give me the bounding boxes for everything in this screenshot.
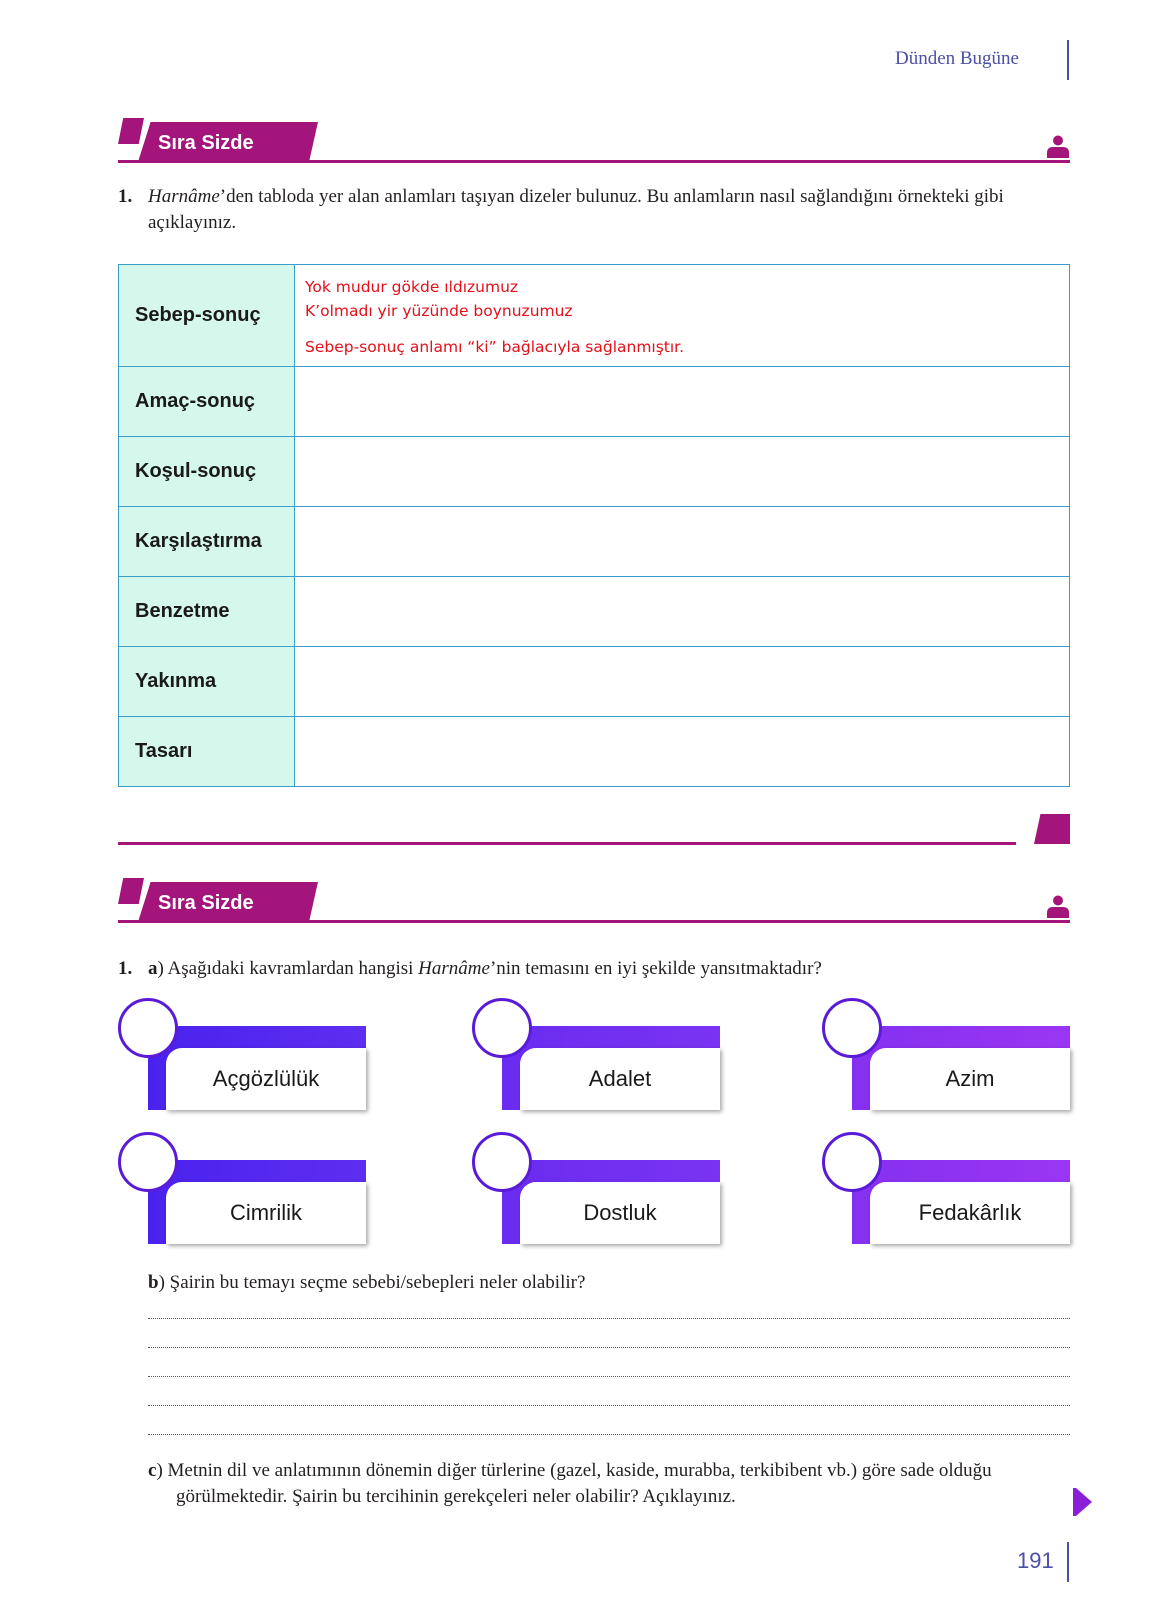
answer-cell[interactable] (295, 717, 1070, 787)
question-text-cont: ’nin temasını en iyi şekilde yansıtmaktadır? (489, 958, 822, 979)
answer-line[interactable] (148, 1434, 1070, 1435)
answer-cell[interactable] (295, 437, 1070, 507)
option-card-fedakarlik[interactable] (822, 1132, 1070, 1244)
meanings-table (118, 264, 1070, 787)
option-label: Açgözlülük (166, 1048, 366, 1110)
option-label: Cimrilik (166, 1182, 366, 1244)
option-card-acgozluluk[interactable] (118, 998, 366, 1110)
running-header: Dünden Bugüne (894, 48, 1019, 69)
answer-cell[interactable] (295, 647, 1070, 717)
band-tab-accent (118, 878, 144, 904)
option-circle[interactable] (118, 998, 178, 1058)
question-letter: c (148, 1460, 157, 1481)
option-card-dostluk[interactable] (472, 1132, 720, 1244)
answer-verse-1: Yok mudur gökde ıldızumuz (305, 278, 519, 296)
question-number: 1. (118, 958, 133, 979)
footer-rule (1067, 1542, 1069, 1582)
answer-line[interactable] (148, 1405, 1070, 1406)
table-row (119, 647, 1070, 717)
row-label: Karşılaştırma (119, 507, 295, 577)
section-title: Sıra Sizde (158, 132, 254, 154)
row-label: Benzetme (119, 577, 295, 647)
table-row (119, 437, 1070, 507)
option-card-adalet[interactable] (472, 998, 720, 1110)
section-title: Sıra Sizde (158, 892, 254, 914)
question-text-cont: görülmektedir. Şairin bu tercihinin gerekçeleri neler olabilir? Açıklayınız. (176, 1486, 736, 1507)
question-letter: a (148, 958, 158, 979)
row-label: Sebep-sonuç (119, 265, 295, 367)
answer-cell[interactable] (295, 265, 1070, 367)
option-label: Azim (870, 1048, 1070, 1110)
row-label: Koşul-sonuç (119, 437, 295, 507)
section-band-2 (118, 878, 1070, 922)
row-label: Amaç-sonuç (119, 367, 295, 437)
work-title: Harnâme (148, 186, 220, 207)
question-1b (148, 1270, 1070, 1296)
option-circle[interactable] (118, 1132, 178, 1192)
person-icon (1046, 894, 1070, 918)
answer-line[interactable] (148, 1347, 1070, 1348)
question-text: ) Metnin dil ve anlatımının dönemin diğer türlerine (gazel, kaside, murabba, terkibibent vb.) göre sade olduğu (156, 1460, 992, 1481)
band-underline (118, 160, 1070, 163)
section-separator-line (118, 842, 1016, 845)
row-label: Yakınma (119, 647, 295, 717)
question-number: 1. (118, 186, 133, 207)
option-card-cimrilik[interactable] (118, 1132, 366, 1244)
answer-cell[interactable] (295, 507, 1070, 577)
header-rule (1067, 40, 1069, 80)
page-number: 191 (1017, 1548, 1054, 1573)
answer-line[interactable] (148, 1318, 1070, 1319)
option-label: Fedakârlık (870, 1182, 1070, 1244)
person-icon (1046, 134, 1070, 158)
question-text-cont: açıklayınız. (148, 212, 237, 233)
table-row (119, 507, 1070, 577)
answer-cell[interactable] (295, 367, 1070, 437)
question-text: ) Şairin bu temayı seçme sebebi/sebepleri neler olabilir? (158, 1272, 586, 1293)
option-circle[interactable] (822, 1132, 882, 1192)
option-label: Dostluk (520, 1182, 720, 1244)
table-row (119, 265, 1070, 367)
option-label: Adalet (520, 1048, 720, 1110)
option-circle[interactable] (472, 1132, 532, 1192)
option-circle[interactable] (472, 998, 532, 1058)
section-separator-tab (1034, 814, 1070, 844)
section-band-1 (118, 118, 1070, 162)
question-text: ’den tabloda yer alan anlamları taşıyan dizeler bulunuz. Bu anlamların nasıl sağlandığını örnekteki gibi (219, 186, 1004, 207)
option-card-azim[interactable] (822, 998, 1070, 1110)
row-label: Tasarı (119, 717, 295, 787)
question-letter: b (148, 1272, 159, 1293)
table-row (119, 717, 1070, 787)
option-circle[interactable] (822, 998, 882, 1058)
answer-cell[interactable] (295, 577, 1070, 647)
answer-line[interactable] (148, 1376, 1070, 1377)
answer-note: Sebep-sonuç anlamı “ki” bağlacıyla sağlanmıştır. (305, 338, 685, 356)
question-1 (118, 184, 1070, 236)
table-row (119, 577, 1070, 647)
next-page-arrow-icon (1076, 1488, 1092, 1516)
band-tab-accent (118, 118, 144, 144)
question-1a (118, 956, 1070, 982)
answer-verse-2: K’olmadı yir yüzünde boynuzumuz (305, 302, 573, 320)
question-1c (148, 1458, 1070, 1510)
band-underline (118, 920, 1070, 923)
work-title: Harnâme (418, 958, 490, 979)
table-row (119, 367, 1070, 437)
question-text: ) Aşağıdaki kavramlardan hangisi (157, 958, 419, 979)
